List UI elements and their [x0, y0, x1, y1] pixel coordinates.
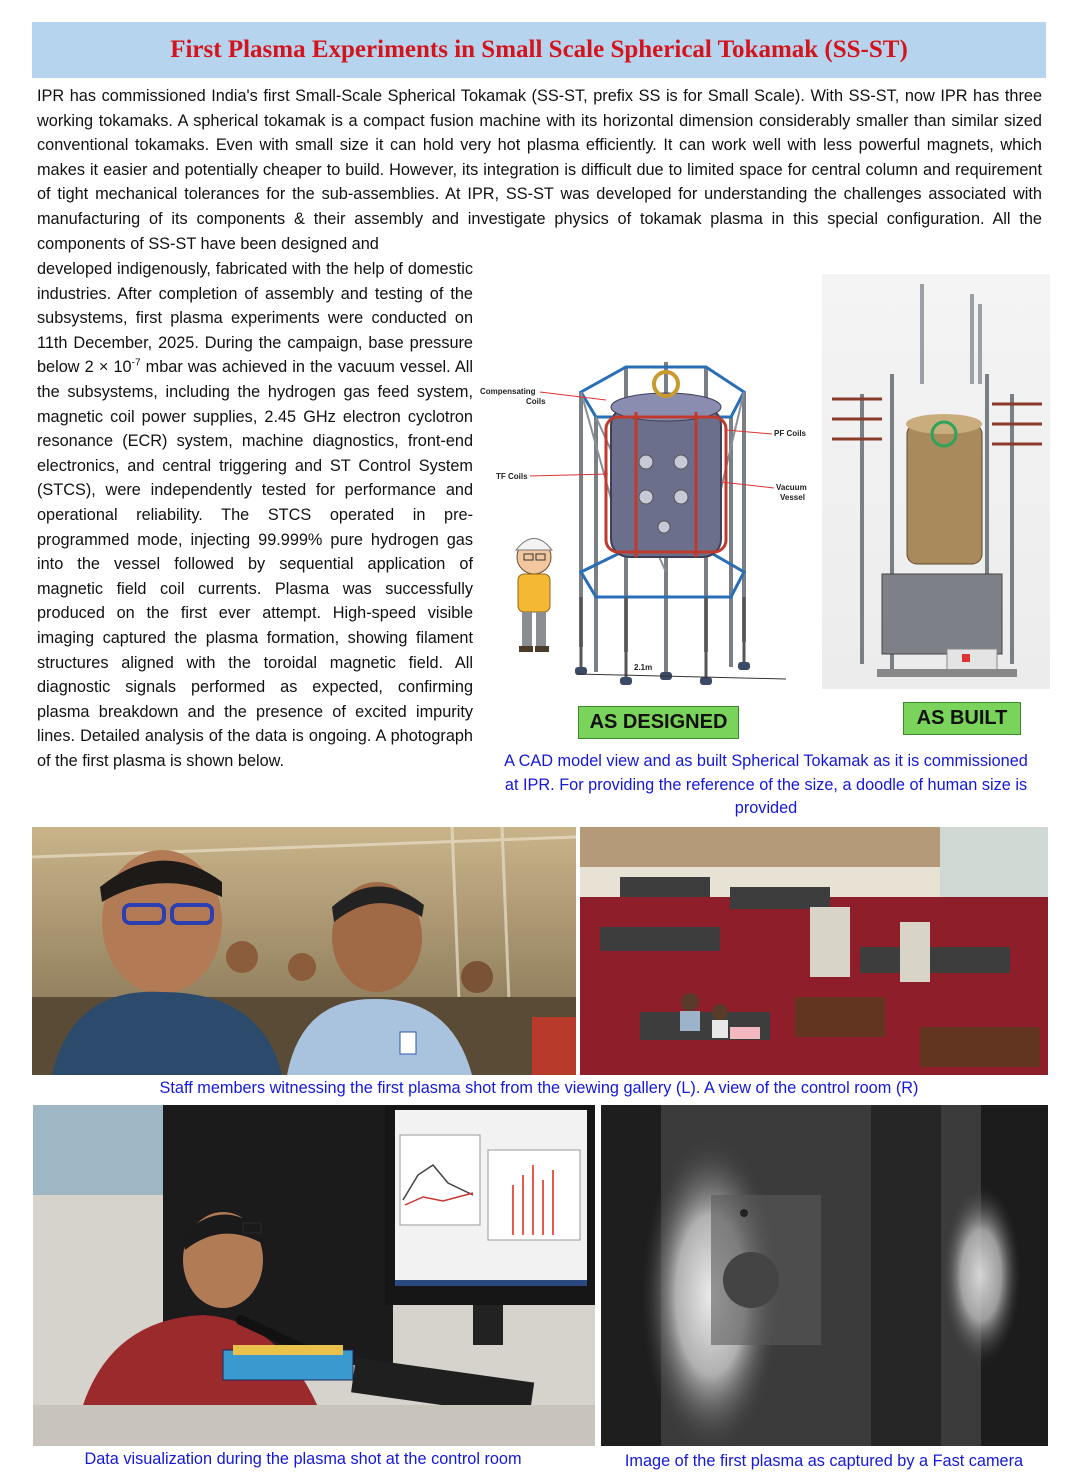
- viewing-gallery-photo: [32, 827, 576, 1075]
- label-compensating-coils-2: Coils: [526, 397, 546, 406]
- label-tf-coils: TF Coils: [496, 472, 528, 481]
- first-plasma-photo: [601, 1105, 1048, 1446]
- label-vacuum-vessel-2: Vessel: [780, 493, 805, 502]
- cad-model-drawing: [476, 322, 816, 742]
- as-designed-label: AS DESIGNED: [578, 706, 739, 739]
- body-text-part2: mbar was achieved in the vacuum vessel. All the subsystems, including the hydrogen gas feed system, magnetic coil power supplies, 2.45 GHz electron cyclotron resonance (ECR) system, machine diagnostics, front-end electronics, and central triggering and ST Control System (STCS), were independently tested for performance and operational reliability. The STCS operated in pre-programmed mode, injecting 99.999% pure hydrogen gas into the vessel followed by sequential application of magnetic field coil currents. Plasma was successfully produced on the first ever attempt. High-speed visible imaging captured the plasma formation, showing filament structures aligned with the toroidal magnetic field. All diagnostic signals performed as expected, confirming plasma breakdown and the presence of excited impurity lines. Detailed analysis of the data is ongoing. A photograph of the first plasma is shown below.: [37, 358, 473, 770]
- data-visualization-photo: [33, 1105, 595, 1446]
- label-pf-coils: PF Coils: [774, 429, 807, 438]
- photo-caption-middle: Staff members witnessing the first plasma shot from the viewing gallery (L). A view of the control room (R): [159, 1079, 919, 1097]
- control-room-photo: [580, 827, 1048, 1075]
- label-compensating-coils-1: Compensating: [480, 387, 536, 396]
- photo-caption-bottom-right: Image of the first plasma as captured by a Fast camera: [624, 1452, 1024, 1470]
- as-built-label: AS BUILT: [903, 702, 1021, 735]
- body-paragraph: [37, 257, 473, 773]
- photo-caption-bottom-left: Data visualization during the plasma shot at the control room: [84, 1450, 522, 1468]
- tokamak-figure: [476, 262, 1052, 822]
- figure-caption: A CAD model view and as built Spherical Tokamak as it is commissioned at IPR. For providing the reference of the size, a doodle of human size is provided: [504, 752, 1028, 817]
- pressure-exponent: -7: [131, 357, 141, 369]
- as-built-photo: [822, 274, 1050, 689]
- intro-paragraph: IPR has commissioned India's first Small-Scale Spherical Tokamak (SS-ST, prefix SS is for Small Scale). With SS-ST, now IPR has three working tokamaks. A spherical tokamak is a compact fusion machine with its horizontal dimension considerably smaller than similar sized conventional tokamaks. Even with small size it can hold very hot plasma efficiently. It can work well with less powerful magnets, which makes it easier and potentially cheaper to build. However, its integration is difficult due to limited space for central column and requirement of tight mechanical tolerances for the sub-assemblies. At IPR, SS-ST was developed for understanding the challenges associated with manufacturing of its components & their assembly and investigate physics of tokamak plasma in this special configuration. All the components of SS-ST have been designed and: [37, 87, 1042, 253]
- label-vacuum-vessel-1: Vacuum: [776, 483, 807, 492]
- body-text-part1: developed indigenously, fabricated with the help of domestic industries. After completion of assembly and testing of the subsystems, first plasma experiments were conducted on 11th December, 2025. During the campaign, base pressure below 2 × 10: [37, 260, 473, 377]
- title-banner: [32, 22, 1046, 78]
- label-dimension: 2.1m: [634, 663, 653, 672]
- page-title: First Plasma Experiments in Small Scale Spherical Tokamak (SS-ST): [170, 36, 908, 63]
